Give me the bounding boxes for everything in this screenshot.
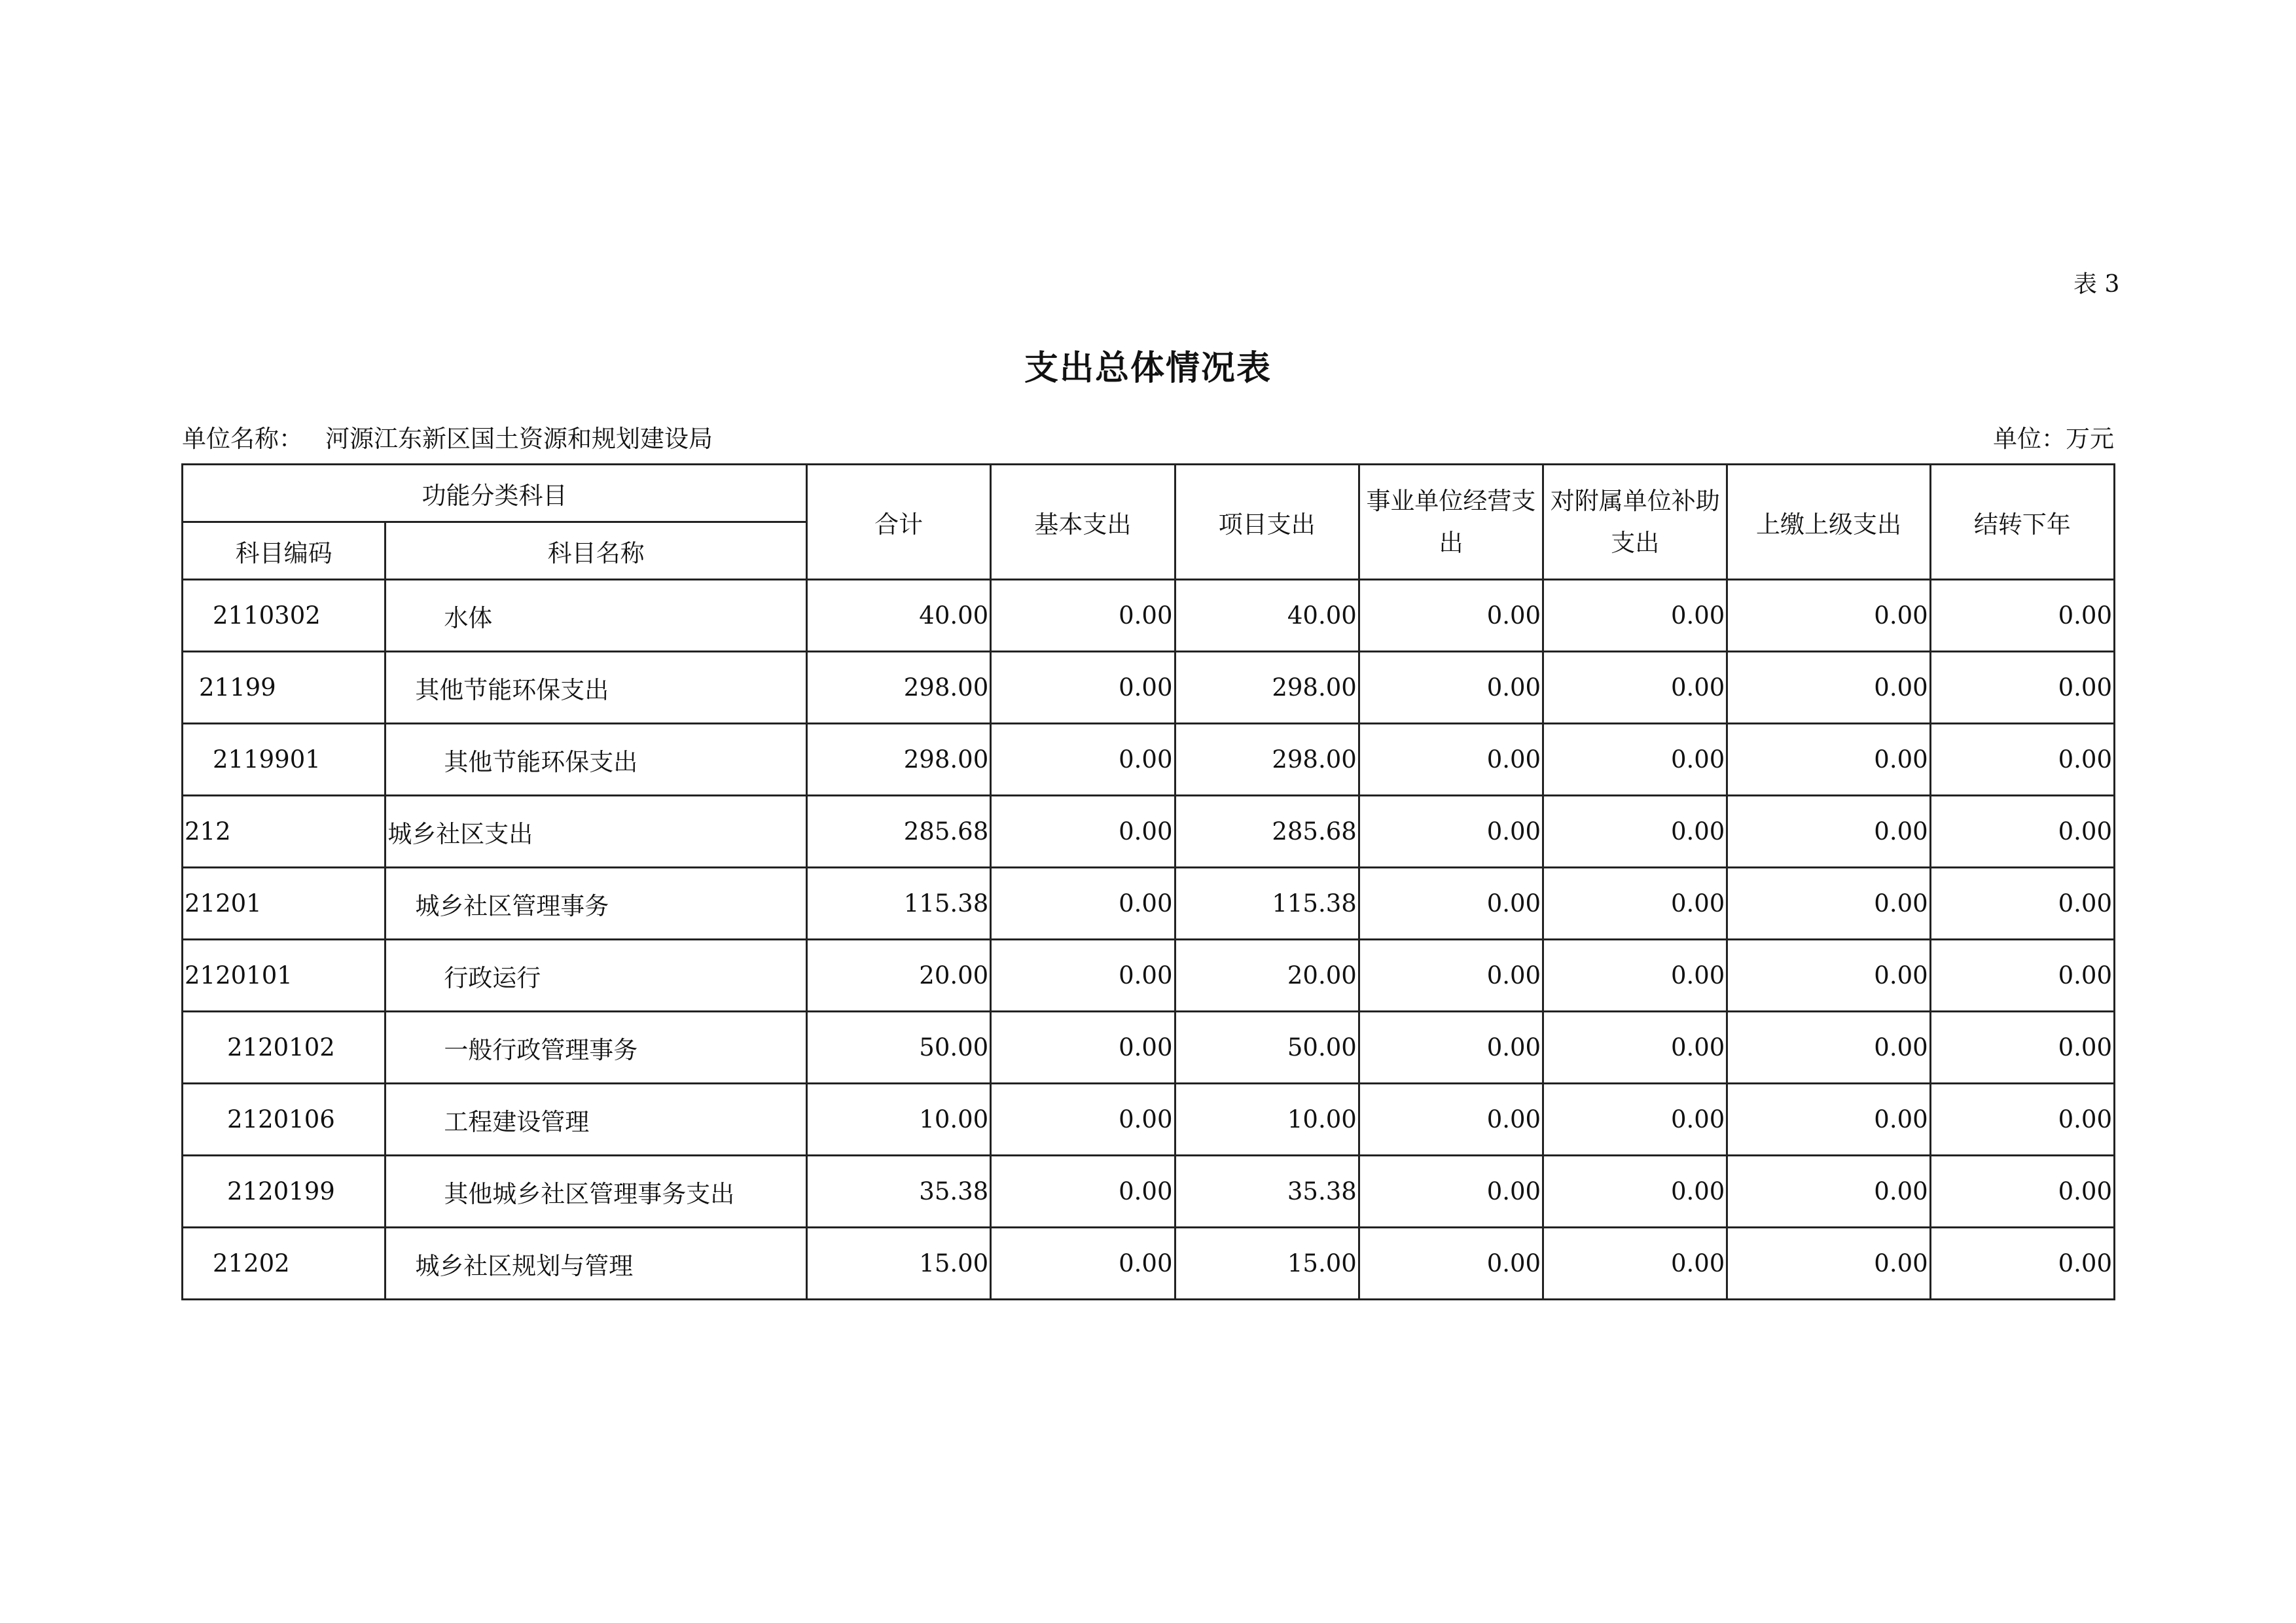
cell-basic: 0.00 [991,580,1175,652]
cell-total: 40.00 [806,580,990,652]
cell-business: 0.00 [1359,796,1543,868]
cell-name: 城乡社区规划与管理 [386,1228,807,1300]
header-function-group: 功能分类科目 [183,465,807,522]
cell-basic: 0.00 [991,1012,1175,1084]
cell-total: 298.00 [806,724,990,796]
cell-carryover: 0.00 [1930,1228,2114,1300]
cell-subsidiary: 0.00 [1543,1156,1727,1228]
cell-carryover: 0.00 [1930,940,2114,1012]
cell-basic: 0.00 [991,652,1175,724]
cell-code: 2120199 [183,1156,386,1228]
cell-code: 2120106 [183,1084,386,1156]
cell-subsidiary: 0.00 [1543,868,1727,940]
header-carryover: 结转下年 [1930,465,2114,580]
cell-business: 0.00 [1359,1012,1543,1084]
header-name: 科目名称 [386,522,807,580]
header-code: 科目编码 [183,522,386,580]
page-title: 支出总体情况表 [1024,348,1272,388]
table-row [183,1084,2115,1156]
cell-total: 298.00 [806,652,990,724]
cell-project: 35.38 [1175,1156,1359,1228]
cell-superior: 0.00 [1727,1012,1930,1084]
table-row [183,868,2115,940]
cell-name: 其他节能环保支出 [386,724,807,796]
cell-superior: 0.00 [1727,1084,1930,1156]
cell-carryover: 0.00 [1930,1084,2114,1156]
cell-total: 15.00 [806,1228,990,1300]
cell-total: 115.38 [806,868,990,940]
cell-basic: 0.00 [991,1084,1175,1156]
unit-label: 单位：万元 [1993,425,2114,453]
cell-basic: 0.00 [991,724,1175,796]
cell-project: 40.00 [1175,580,1359,652]
cell-superior: 0.00 [1727,1156,1930,1228]
table-row [183,1012,2115,1084]
cell-name: 其他城乡社区管理事务支出 [386,1156,807,1228]
table-row [183,796,2115,868]
table-header [183,465,2115,580]
cell-superior: 0.00 [1727,868,1930,940]
cell-superior: 0.00 [1727,652,1930,724]
header-superior: 上缴上级支出 [1727,465,1930,580]
cell-total: 285.68 [806,796,990,868]
table-row [183,580,2115,652]
table-body [183,580,2115,1300]
cell-code: 21201 [183,868,386,940]
cell-name: 城乡社区支出 [386,796,807,868]
cell-carryover: 0.00 [1930,796,2114,868]
cell-subsidiary: 0.00 [1543,796,1727,868]
cell-basic: 0.00 [991,1156,1175,1228]
table-row [183,1228,2115,1300]
cell-name: 工程建设管理 [386,1084,807,1156]
cell-basic: 0.00 [991,1228,1175,1300]
table-row [183,1156,2115,1228]
cell-business: 0.00 [1359,1228,1543,1300]
cell-code: 21199 [183,652,386,724]
cell-code: 212 [183,796,386,868]
cell-subsidiary: 0.00 [1543,1228,1727,1300]
table-row [183,940,2115,1012]
cell-basic: 0.00 [991,940,1175,1012]
cell-project: 285.68 [1175,796,1359,868]
cell-total: 10.00 [806,1084,990,1156]
header-project: 项目支出 [1175,465,1359,580]
table-row [183,652,2115,724]
cell-superior: 0.00 [1727,796,1930,868]
unit-name: 河源江东新区国土资源和规划建设局 [325,425,713,453]
cell-carryover: 0.00 [1930,580,2114,652]
cell-project: 20.00 [1175,940,1359,1012]
cell-business: 0.00 [1359,724,1543,796]
unit-name-line [182,419,713,454]
header-business: 事业单位经营支出 [1359,465,1543,580]
cell-subsidiary: 0.00 [1543,940,1727,1012]
cell-code: 2119901 [183,724,386,796]
cell-project: 298.00 [1175,652,1359,724]
cell-business: 0.00 [1359,940,1543,1012]
cell-project: 15.00 [1175,1228,1359,1300]
cell-superior: 0.00 [1727,940,1930,1012]
cell-business: 0.00 [1359,1156,1543,1228]
cell-name: 行政运行 [386,940,807,1012]
cell-subsidiary: 0.00 [1543,1084,1727,1156]
cell-total: 20.00 [806,940,990,1012]
cell-code: 21202 [183,1228,386,1300]
cell-business: 0.00 [1359,1084,1543,1156]
cell-superior: 0.00 [1727,724,1930,796]
cell-project: 50.00 [1175,1012,1359,1084]
cell-carryover: 0.00 [1930,1012,2114,1084]
cell-name: 水体 [386,580,807,652]
cell-code: 2120101 [183,940,386,1012]
cell-project: 115.38 [1175,868,1359,940]
header-basic: 基本支出 [991,465,1175,580]
cell-name: 一般行政管理事务 [386,1012,807,1084]
cell-business: 0.00 [1359,580,1543,652]
cell-business: 0.00 [1359,868,1543,940]
cell-basic: 0.00 [991,796,1175,868]
cell-subsidiary: 0.00 [1543,724,1727,796]
table-number: 表 3 [2073,271,2120,298]
cell-code: 2120102 [183,1012,386,1084]
cell-superior: 0.00 [1727,580,1930,652]
cell-business: 0.00 [1359,652,1543,724]
cell-project: 10.00 [1175,1084,1359,1156]
header-subsidiary: 对附属单位补助支出 [1543,465,1727,580]
cell-subsidiary: 0.00 [1543,580,1727,652]
unit-name-label: 单位名称： [182,425,303,453]
cell-name: 城乡社区管理事务 [386,868,807,940]
cell-subsidiary: 0.00 [1543,652,1727,724]
cell-superior: 0.00 [1727,1228,1930,1300]
cell-subsidiary: 0.00 [1543,1012,1727,1084]
cell-total: 35.38 [806,1156,990,1228]
cell-carryover: 0.00 [1930,652,2114,724]
cell-carryover: 0.00 [1930,868,2114,940]
cell-code: 2110302 [183,580,386,652]
header-total: 合计 [806,465,990,580]
table-row [183,724,2115,796]
cell-carryover: 0.00 [1930,1156,2114,1228]
expenditure-table [181,463,2115,1300]
cell-carryover: 0.00 [1930,724,2114,796]
cell-basic: 0.00 [991,868,1175,940]
cell-name: 其他节能环保支出 [386,652,807,724]
cell-project: 298.00 [1175,724,1359,796]
cell-total: 50.00 [806,1012,990,1084]
